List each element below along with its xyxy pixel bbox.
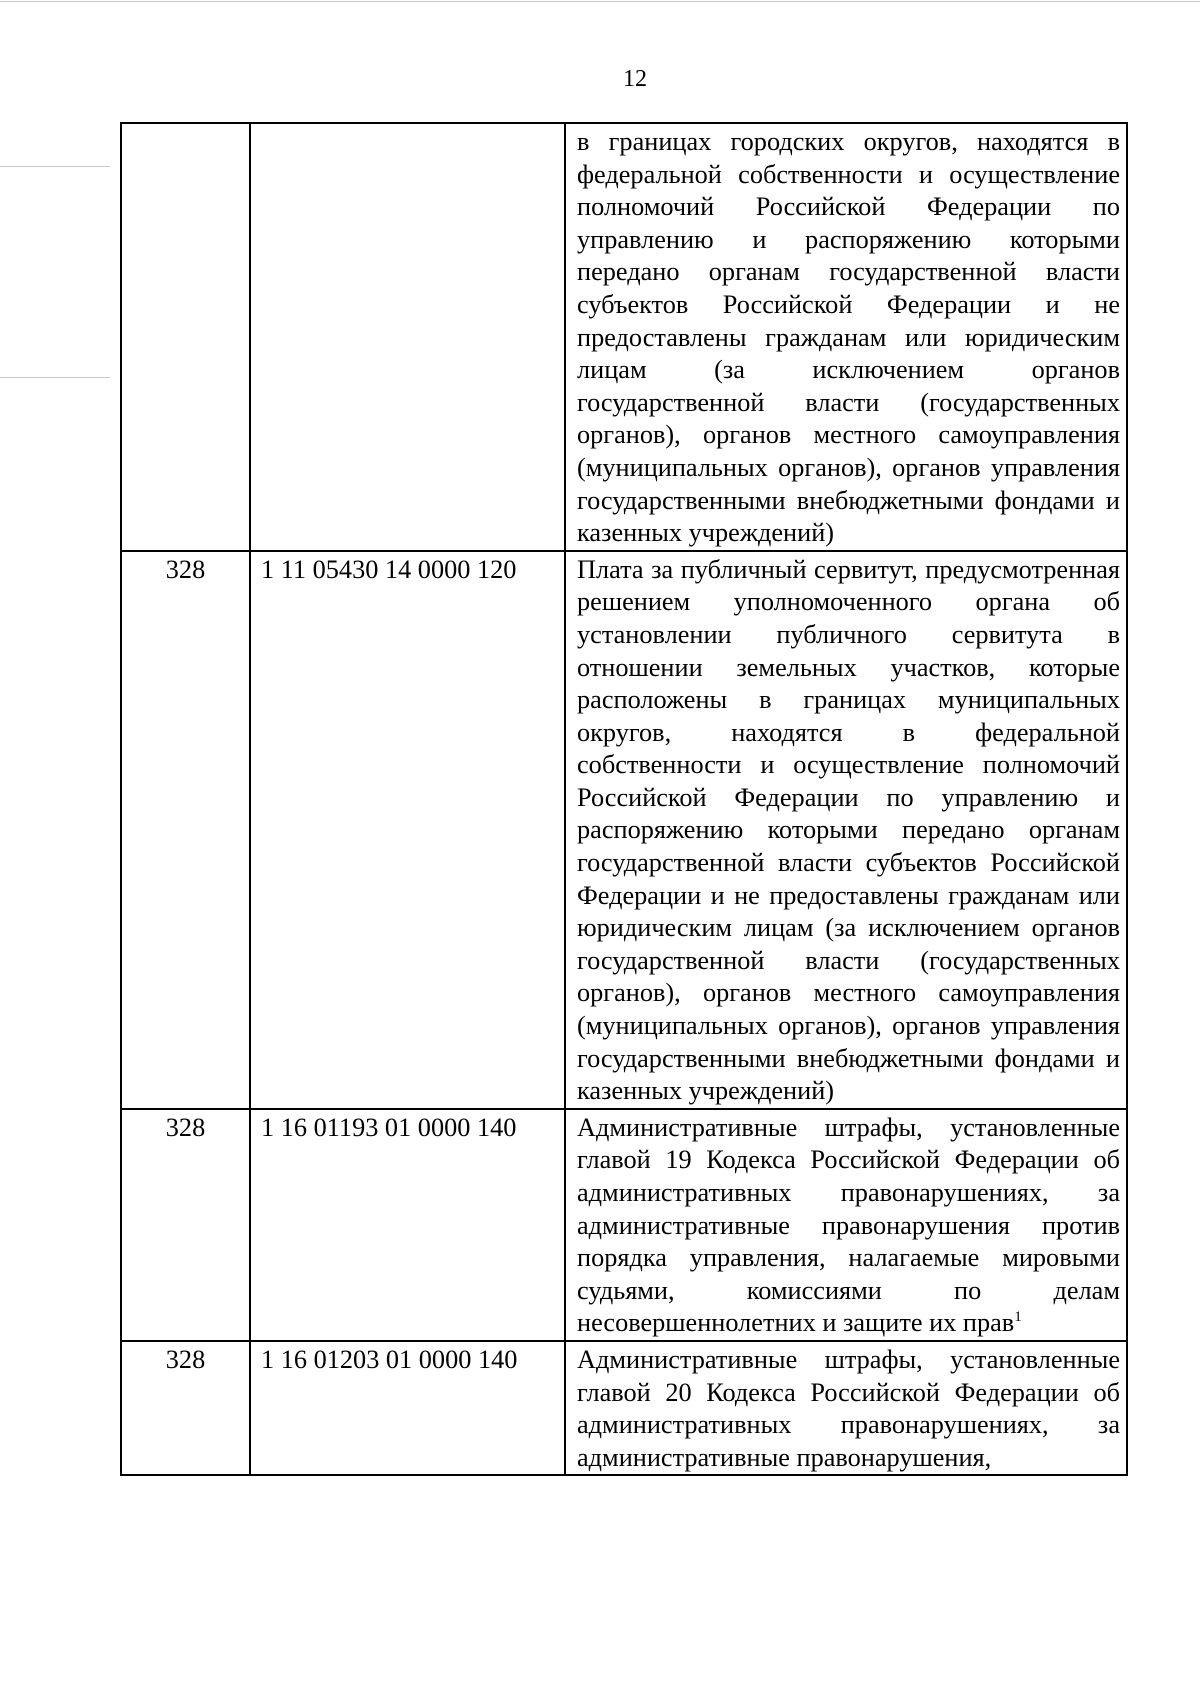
scan-artifact-left-dots <box>0 166 110 167</box>
description-text: Административные штрафы, установленные главой 20 Кодекса Российской Федерации об административных правонарушениях, за административные правонарушения, <box>577 1344 1120 1472</box>
kbk-code-cell: 1 16 01193 01 0000 140 <box>250 1109 565 1341</box>
description-cell <box>565 1341 1127 1475</box>
description-cell <box>565 551 1127 1109</box>
table-row <box>121 551 1127 1109</box>
description-cell <box>565 1109 1127 1341</box>
description-cell <box>565 123 1127 551</box>
admin-code-cell: 328 <box>121 551 250 1109</box>
admin-code-cell: 328 <box>121 1109 250 1341</box>
description-text <box>577 1112 1120 1340</box>
description-text: в границах городских округов, находятся в федеральной собственности и осуществление полномочий Российской Федерации по управлению и распоряжению которыми передано органам государственной власти субъектов Российской Федерации и не предоставлены гражданам или юридическим лицам (за исключением органов государственной власти (государственных органов), органов местного самоуправления (муниципальных органов), органов управления государственными внебюджетными фондами и казенных учреждений) <box>577 127 1120 548</box>
page-number: 12 <box>623 66 647 92</box>
description-text: Плата за публичный сервитут, предусмотренная решением уполномоченного органа об установлении публичного сервитута в отношении земельных участков, которые расположены в границах муниципальных округов, находятся в федеральной собственности и осуществление полномочий Российской Федерации по управлению и распоряжению которыми передано органам государственной власти субъектов Российской Федерации и не предоставлены гражданам или юридическим лицам (за исключением органов государственной власти (государственных органов), органов местного самоуправления (муниципальных органов), органов управления государственными внебюджетными фондами и казенных учреждений) <box>577 554 1120 1106</box>
kbk-code-cell <box>250 123 565 551</box>
budget-code-table <box>120 122 1128 1476</box>
scan-artifact-left-dots-lower <box>0 377 110 378</box>
table-row <box>121 1341 1127 1475</box>
footnote-marker: 1 <box>1014 1309 1022 1326</box>
kbk-code-cell: 1 16 01203 01 0000 140 <box>250 1341 565 1475</box>
table-row <box>121 123 1127 551</box>
table-row <box>121 1109 1127 1341</box>
admin-code-cell <box>121 123 250 551</box>
scan-artifact-top-edge <box>0 1 1200 2</box>
kbk-code-cell: 1 11 05430 14 0000 120 <box>250 551 565 1109</box>
description-main-text: Административные штрафы, установленные главой 19 Кодекса Российской Федерации об административных правонарушениях, за административные правонарушения против порядка управления, налагаемые мировыми судьями, комиссиями по делам несовершеннолетних и защите их прав <box>577 1112 1120 1338</box>
admin-code-cell: 328 <box>121 1341 250 1475</box>
